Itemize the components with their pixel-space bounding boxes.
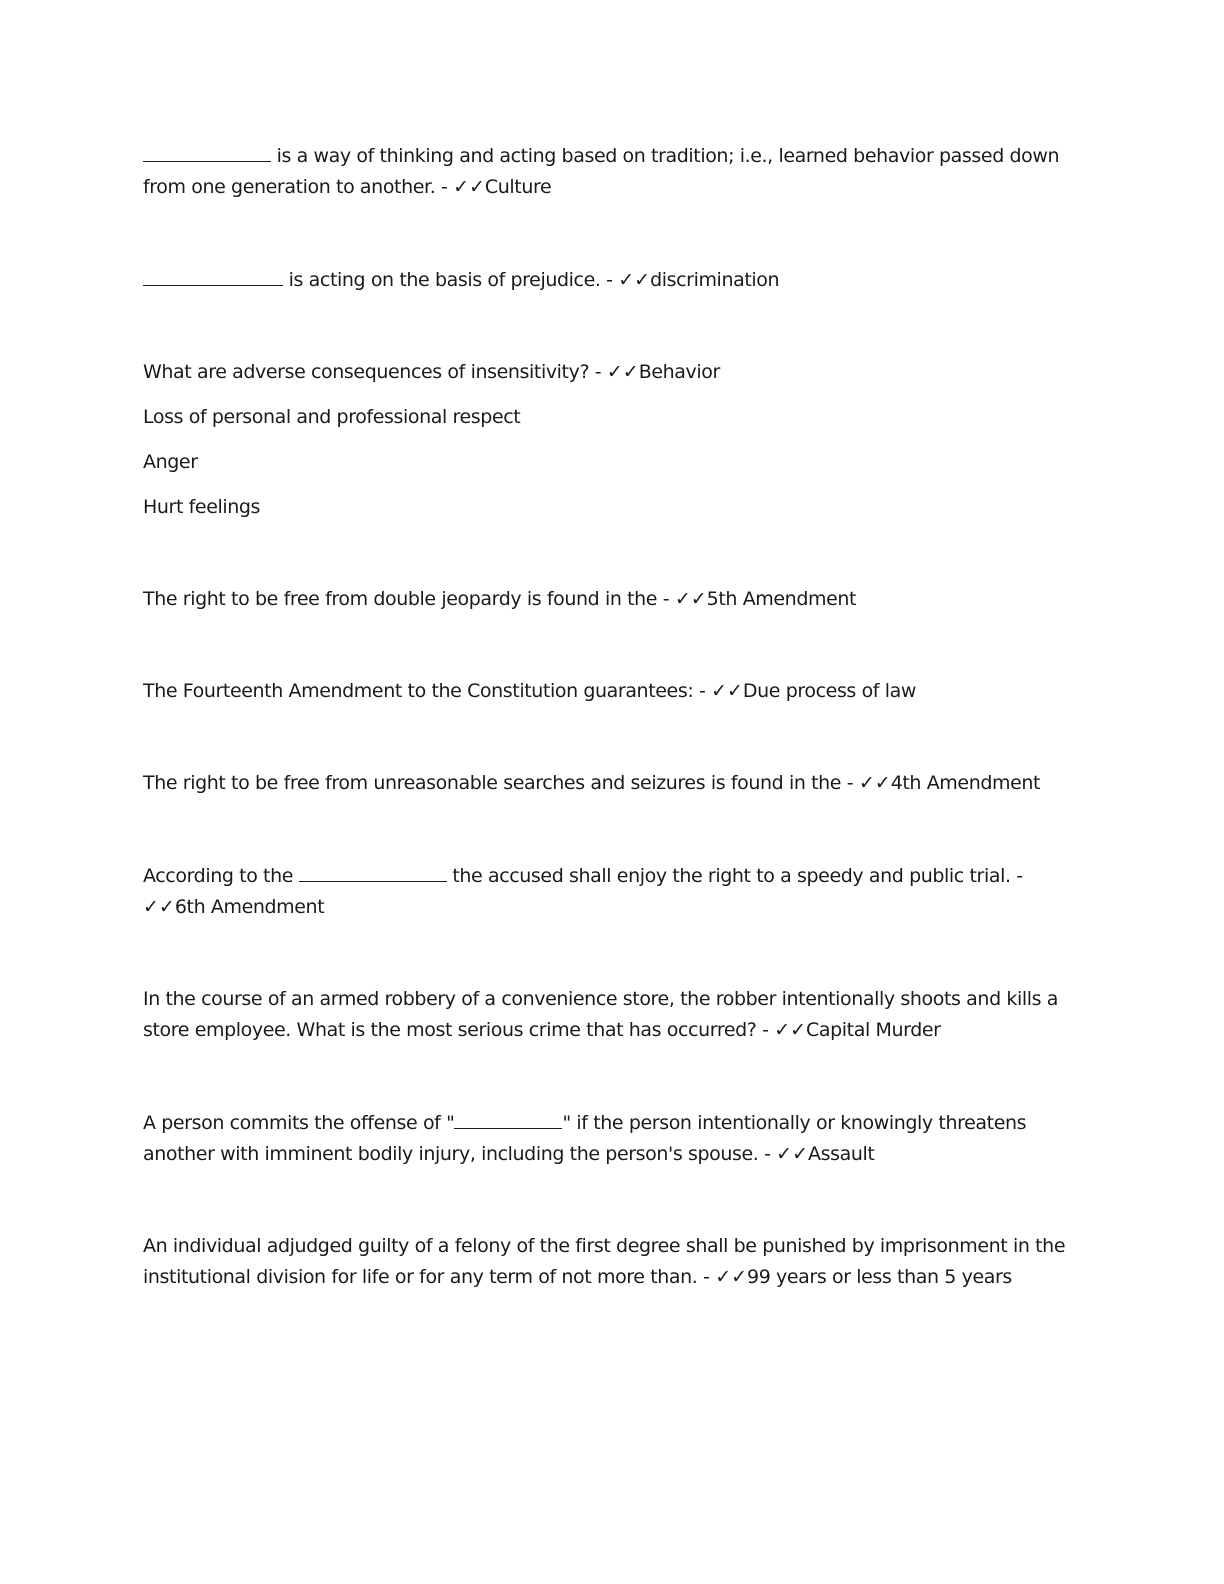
answer-text: Behavior	[638, 361, 720, 383]
answer-text: 5th Amendment	[706, 588, 857, 610]
answer-text: Due process of law	[742, 680, 916, 702]
question-item	[143, 1107, 1083, 1170]
answer-text: Capital Murder	[806, 1019, 941, 1041]
question-item	[143, 264, 1083, 296]
question-post: is acting on the basis of prejudice. -	[283, 269, 619, 291]
check-icon: ✓✓	[774, 1019, 807, 1041]
question-item	[143, 860, 1083, 923]
check-icon: ✓✓	[674, 588, 707, 610]
fill-in-blank	[454, 1107, 562, 1129]
question-text	[143, 860, 1083, 923]
question-body: The right to be free from unreasonable searches and seizures is found in the -	[143, 772, 859, 794]
check-icon: ✓✓	[711, 680, 743, 702]
question-item	[143, 357, 1083, 523]
check-icon: ✓✓	[453, 176, 485, 198]
question-text	[143, 768, 1083, 799]
check-icon: ✓✓	[618, 269, 651, 291]
fill-in-blank	[299, 860, 447, 882]
question-pre: A person commits the offense of "	[143, 1112, 455, 1134]
question-body: The right to be free from double jeopardy is found in the -	[143, 588, 675, 610]
question-body: An individual adjudged guilty of a felony of the first degree shall be punished by imprisonment in the institutional division for life or for any term of not more than. -	[143, 1235, 1066, 1288]
check-icon: ✓✓	[143, 896, 175, 918]
question-item	[143, 584, 1083, 615]
check-icon: ✓✓	[858, 772, 891, 794]
check-icon: ✓✓	[776, 1143, 809, 1165]
fill-in-blank	[143, 140, 271, 162]
question-body: In the course of an armed robbery of a convenience store, the robber intentionally shoots and kills a store employee. What is the most serious crime that has occurred? -	[143, 988, 1058, 1041]
question-body: What are adverse consequences of insensitivity? -	[143, 361, 607, 383]
question-post: is a way of thinking and acting based on tradition; i.e., learned behavior passed down from one generation to another. -	[143, 145, 1060, 198]
question-post: the accused shall enjoy the right to a speedy and public trial. -	[446, 865, 1023, 887]
question-text	[143, 1231, 1083, 1293]
check-icon: ✓✓	[606, 361, 639, 383]
question-text	[143, 1107, 1083, 1170]
question-item	[143, 1231, 1083, 1293]
question-pre: According to the	[143, 865, 299, 887]
question-item	[143, 984, 1083, 1046]
question-text	[143, 140, 1083, 203]
question-text	[143, 357, 1083, 388]
fill-in-blank	[143, 264, 283, 286]
question-item	[143, 768, 1083, 799]
question-text	[143, 676, 1083, 707]
answer-text: discrimination	[650, 269, 780, 291]
question-item	[143, 140, 1083, 203]
answer-text: 6th Amendment	[174, 896, 325, 918]
answer-text: 4th Amendment	[890, 772, 1041, 794]
answer-text: Culture	[484, 176, 552, 198]
question-text	[143, 584, 1083, 615]
answer-extra-line: Anger	[143, 451, 198, 473]
question-text	[143, 984, 1083, 1046]
question-item	[143, 676, 1083, 707]
answer-extra-line: Hurt feelings	[143, 496, 261, 518]
check-icon: ✓✓	[715, 1266, 748, 1288]
answer-extra-line: Loss of personal and professional respect	[143, 406, 521, 428]
question-text	[143, 264, 1083, 296]
answer-text: 99 years or less than 5 years	[747, 1266, 1012, 1288]
answer-text: Assault	[808, 1143, 875, 1165]
question-post: " if the person intentionally or knowingly threatens another with imminent bodily injury, including the person's spouse. -	[143, 1112, 1027, 1165]
question-list	[143, 140, 1083, 1354]
question-body: The Fourteenth Amendment to the Constitution guarantees: -	[143, 680, 712, 702]
